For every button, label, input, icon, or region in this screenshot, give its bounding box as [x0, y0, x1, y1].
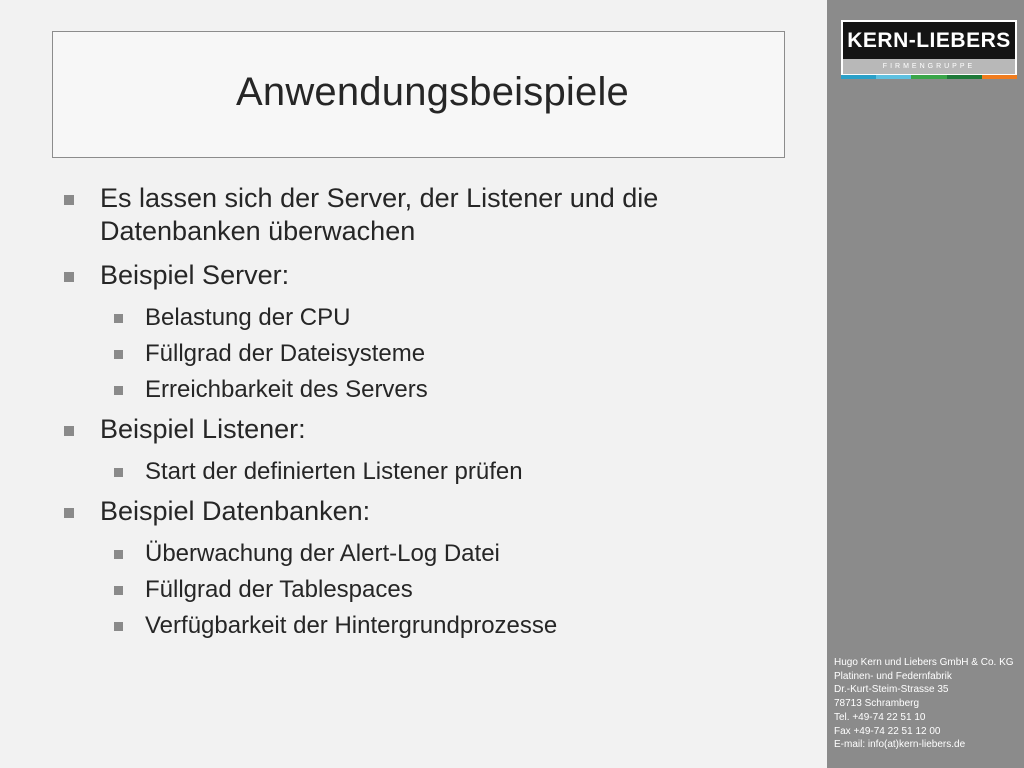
email-address: E-mail: info(at)kern-liebers.de — [834, 739, 966, 751]
square-bullet-icon — [114, 622, 123, 631]
list-subitem — [62, 303, 762, 333]
logo-stripe — [982, 75, 1017, 79]
list-subitem — [62, 457, 762, 487]
street-address: Dr.-Kurt-Steim-Strasse 35 — [834, 684, 949, 696]
logo-subtitle: FIRMENGRUPPE — [841, 59, 1017, 74]
logo-color-stripes — [841, 74, 1017, 79]
list-item-text: Überwachung der Alert-Log Datei — [145, 540, 500, 567]
square-bullet-icon — [64, 195, 74, 205]
square-bullet-icon — [114, 586, 123, 595]
list-item-text: Erreichbarkeit des Servers — [145, 376, 428, 403]
company-name: Hugo Kern und Liebers GmbH & Co. KG — [834, 657, 1014, 668]
square-bullet-icon — [114, 468, 123, 477]
list-item — [62, 495, 762, 528]
list-item-text: Beispiel Datenbanken: — [100, 496, 371, 526]
contact-info — [834, 656, 1022, 752]
fax-number: Fax +49-74 22 51 12 00 — [834, 725, 941, 737]
logo-stripe — [841, 75, 876, 79]
list-item — [62, 413, 762, 446]
square-bullet-icon — [114, 386, 123, 395]
list-subitem — [62, 339, 762, 369]
phone-number: Tel. +49-74 22 51 10 — [834, 711, 926, 723]
logo-stripe — [911, 75, 946, 79]
list-item-text: Verfügbarkeit der Hintergrundprozesse — [145, 612, 558, 639]
square-bullet-icon — [64, 508, 74, 518]
title-box — [52, 31, 785, 158]
city-address: 78713 Schramberg — [834, 698, 920, 710]
page-title: Anwendungsbeispiele — [236, 70, 629, 114]
list-subitem — [62, 575, 762, 605]
square-bullet-icon — [114, 350, 123, 359]
list-item-text: Belastung der CPU — [145, 304, 351, 331]
list-item — [62, 259, 762, 292]
list-item-text: Füllgrad der Tablespaces — [145, 576, 413, 603]
list-subitem — [62, 375, 762, 405]
list-item-text: Beispiel Listener: — [100, 414, 306, 444]
logo-stripe — [947, 75, 982, 79]
bullet-list — [62, 182, 762, 647]
sidebar — [827, 0, 1024, 768]
list-subitem — [62, 611, 762, 641]
logo-wordmark: KERN-LIEBERS — [841, 20, 1017, 59]
list-item-text: Es lassen sich der Server, der Listener und die Datenbanken überwachen — [100, 183, 659, 246]
list-item-text: Start der definierten Listener prüfen — [145, 458, 523, 485]
list-subitem — [62, 539, 762, 569]
list-item — [62, 182, 762, 248]
square-bullet-icon — [64, 426, 74, 436]
logo-stripe — [876, 75, 911, 79]
square-bullet-icon — [114, 314, 123, 323]
square-bullet-icon — [64, 272, 74, 282]
list-item-text: Füllgrad der Dateisysteme — [145, 340, 426, 367]
company-division: Platinen- und Federnfabrik — [834, 670, 952, 682]
list-item-text: Beispiel Server: — [100, 260, 290, 290]
company-logo — [841, 20, 1017, 86]
square-bullet-icon — [114, 550, 123, 559]
